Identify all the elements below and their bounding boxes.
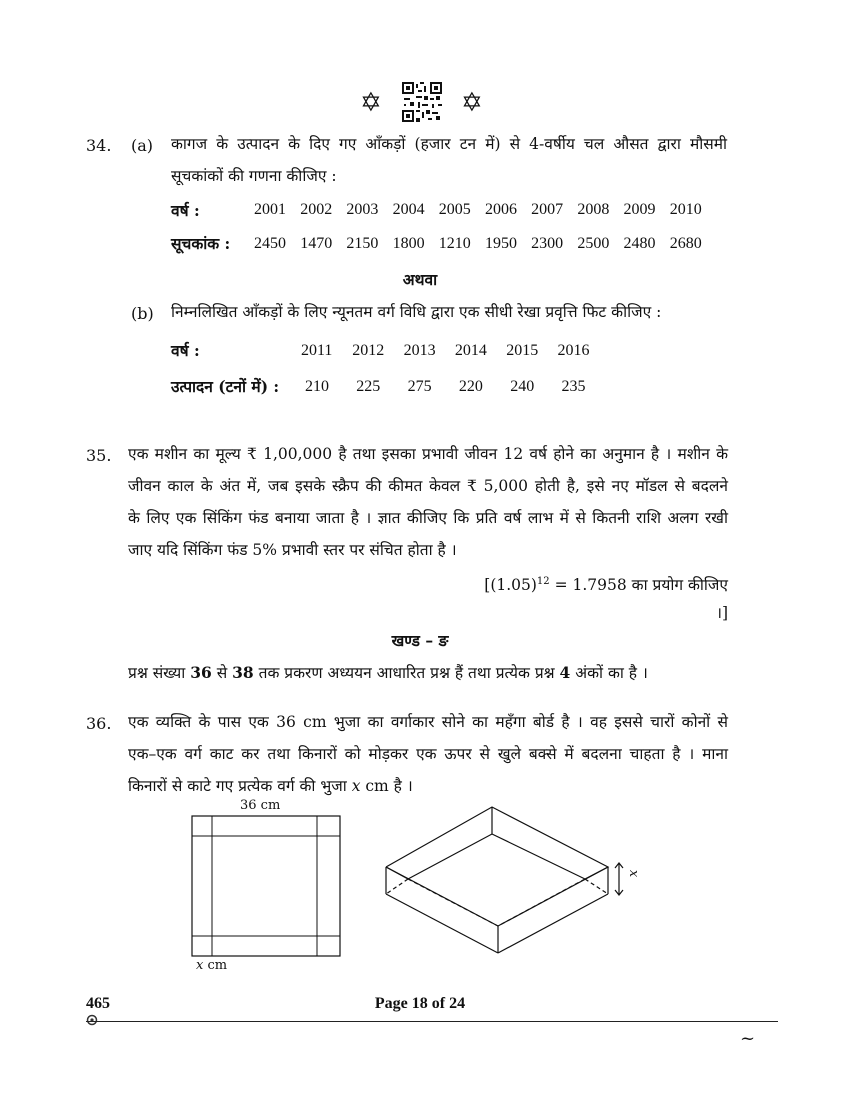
square-board-diagram [188, 812, 348, 960]
q35-line2: जीवन काल के अंत में, जब इसके स्क्रैप की कीमत केवल ₹ 5,000 होती है, इसे नए मॉडल से बदलने [128, 477, 728, 495]
year-cell: 2008 [577, 201, 610, 218]
section-instruction-num-3: 4 [559, 663, 571, 682]
b-production-cell: 225 [356, 378, 381, 395]
section-title: खण्ड – ङ [391, 631, 449, 650]
b-year-cell: 2014 [454, 342, 487, 359]
footer-divider [86, 1021, 778, 1022]
footer-page-number: Page 18 of 24 [374, 995, 466, 1012]
q36-line3 [128, 772, 413, 800]
section-instruction-num-1: 36 [190, 663, 212, 682]
year-cell: 2006 [484, 201, 517, 218]
q35-line1: एक मशीन का मूल्य ₹ 1,00,000 है तथा इसका प्रभावी जीवन 12 वर्ष होने का अनुमान है । मशीन के [128, 445, 728, 463]
year-cell: 2004 [392, 201, 425, 218]
b-production-cell: 275 [407, 378, 432, 395]
box-bottom-left [386, 894, 498, 953]
section-instruction-text-3: तक प्रकरण अध्ययन आधारित प्रश्न हैं तथा प्रत्येक प्रश्न [253, 664, 560, 682]
b-production-cell: 210 [305, 378, 329, 395]
fig-board-side-label: 36 cm [240, 798, 281, 813]
qr-code-icon [402, 82, 442, 122]
q34b-year-row [301, 342, 609, 360]
index-value-cell: 2450 [254, 235, 286, 252]
q34b-production-row [301, 378, 609, 396]
q35-line4: जाए यदि सिंकिंग फंड 5% प्रभावी स्तर पर संचित होता है । [128, 541, 457, 559]
index-value-cell: 1800 [392, 235, 425, 252]
star-left-icon: ✡ [360, 88, 382, 118]
section-instruction-num-2: 38 [232, 663, 254, 682]
q34b-year-label: वर्ष : [171, 341, 200, 360]
b-year-cell: 2011 [301, 342, 333, 359]
index-value-cell: 2500 [577, 235, 610, 252]
index-value-cell: 1470 [300, 235, 333, 252]
q36-line3-text: किनारों से काटे गए प्रत्येक वर्ग की भुजा [128, 777, 352, 795]
box-inner-corner-right [585, 867, 608, 879]
b-year-cell: 2013 [403, 342, 436, 359]
q34b-production-label: उत्पादन (टनों में) : [171, 377, 280, 396]
section-instruction-text-2: से [211, 664, 233, 682]
index-value-cell: 2680 [669, 235, 702, 252]
q36-line3-variable: x [351, 777, 361, 795]
box-hidden-right [585, 879, 608, 894]
board-outline [192, 816, 340, 956]
year-cell: 2001 [254, 201, 286, 218]
b-year-cell: 2012 [352, 342, 385, 359]
index-value-cell: 2300 [531, 235, 564, 252]
open-box-diagram [380, 806, 640, 956]
section-instruction-text-4: अंकों का है । [570, 664, 648, 682]
box-bottom-right [498, 894, 608, 953]
section-instruction [128, 659, 648, 687]
question-number-34: 34. [86, 136, 112, 155]
b-production-cell: 240 [510, 378, 535, 395]
q34-year-row [254, 201, 716, 219]
box-hidden-left [386, 879, 408, 894]
q35-hint-exponent: 12 [536, 576, 550, 587]
b-year-cell: 2016 [557, 342, 590, 359]
or-separator: अथवा [402, 270, 438, 289]
q35-hint-rest: = 1.7958 का प्रयोग कीजिए ।] [549, 576, 728, 623]
box-height-label: x [626, 869, 642, 878]
q34-part-b-text: निम्नलिखित आँकड़ों के लिए न्यूनतम वर्ग विधि द्वारा एक सीधी रेखा प्रवृत्ति फिट कीजिए : [171, 303, 662, 321]
q34-part-a-line2: सूचकांकों की गणना कीजिए : [171, 167, 337, 185]
q36-line1: एक व्यक्ति के पास एक 36 cm भुजा का वर्गाकार सोने का महँगा बोर्ड है । वह इससे चारों कोनों से [128, 713, 728, 731]
index-value-cell: 1210 [438, 235, 471, 252]
b-production-cell: 220 [458, 378, 483, 395]
footer-question-paper-code: 465 [86, 995, 110, 1012]
year-cell: 2003 [346, 201, 379, 218]
q35-hint [468, 568, 728, 627]
board-inner-dashed-square [212, 836, 317, 936]
index-value-cell: 2480 [623, 235, 656, 252]
q34-part-b-label: (b) [131, 304, 154, 323]
section-instruction-text-1: प्रश्न संख्या [128, 664, 191, 682]
q34-part-a-label: (a) [131, 136, 154, 155]
year-cell: 2010 [669, 201, 702, 218]
question-number-36: 36. [86, 714, 112, 733]
year-cell: 2002 [300, 201, 333, 218]
year-cell: 2009 [623, 201, 656, 218]
footer-mark: ~ [740, 1028, 756, 1049]
fig-cut-side-variable: x [196, 958, 204, 973]
q35-hint-base: [(1.05) [484, 576, 537, 595]
q34-part-a-line1: कागज के उत्पादन के दिए गए आँकड़ों (हजार टन में) से 4-वर्षीय चल औसत द्वारा मौसमी [171, 135, 727, 153]
q34-year-label: वर्ष : [171, 201, 200, 220]
q36-line3-unit: cm है । [360, 777, 413, 795]
box-inner-corner-left [386, 867, 408, 879]
q34-index-row [254, 235, 716, 253]
fig-cut-side-unit: cm [203, 958, 228, 973]
index-value-cell: 2150 [346, 235, 379, 252]
index-value-cell: 1950 [484, 235, 517, 252]
b-production-cell: 235 [561, 378, 586, 395]
year-cell: 2007 [531, 201, 564, 218]
question-number-35: 35. [86, 446, 112, 465]
q36-line2: एक–एक वर्ग काट कर तथा किनारों को मोड़कर एक ऊपर से खुले बक्से में बदलना चाहता है । माना [128, 745, 728, 763]
fig-cut-side-label [196, 958, 227, 973]
star-right-icon: ✡ [461, 88, 483, 118]
box-top-edge [386, 807, 608, 926]
b-year-cell: 2015 [506, 342, 539, 359]
q34-index-label: सूचकांक : [171, 234, 231, 253]
year-cell: 2005 [438, 201, 471, 218]
q35-line3: के लिए एक सिंकिंग फंड बनाया जाता है । ज्ञात कीजिए कि प्रति वर्ष लाभ में से कितनी राशि अलग रखी [128, 509, 728, 527]
footer-symbol-icon [86, 1014, 98, 1026]
